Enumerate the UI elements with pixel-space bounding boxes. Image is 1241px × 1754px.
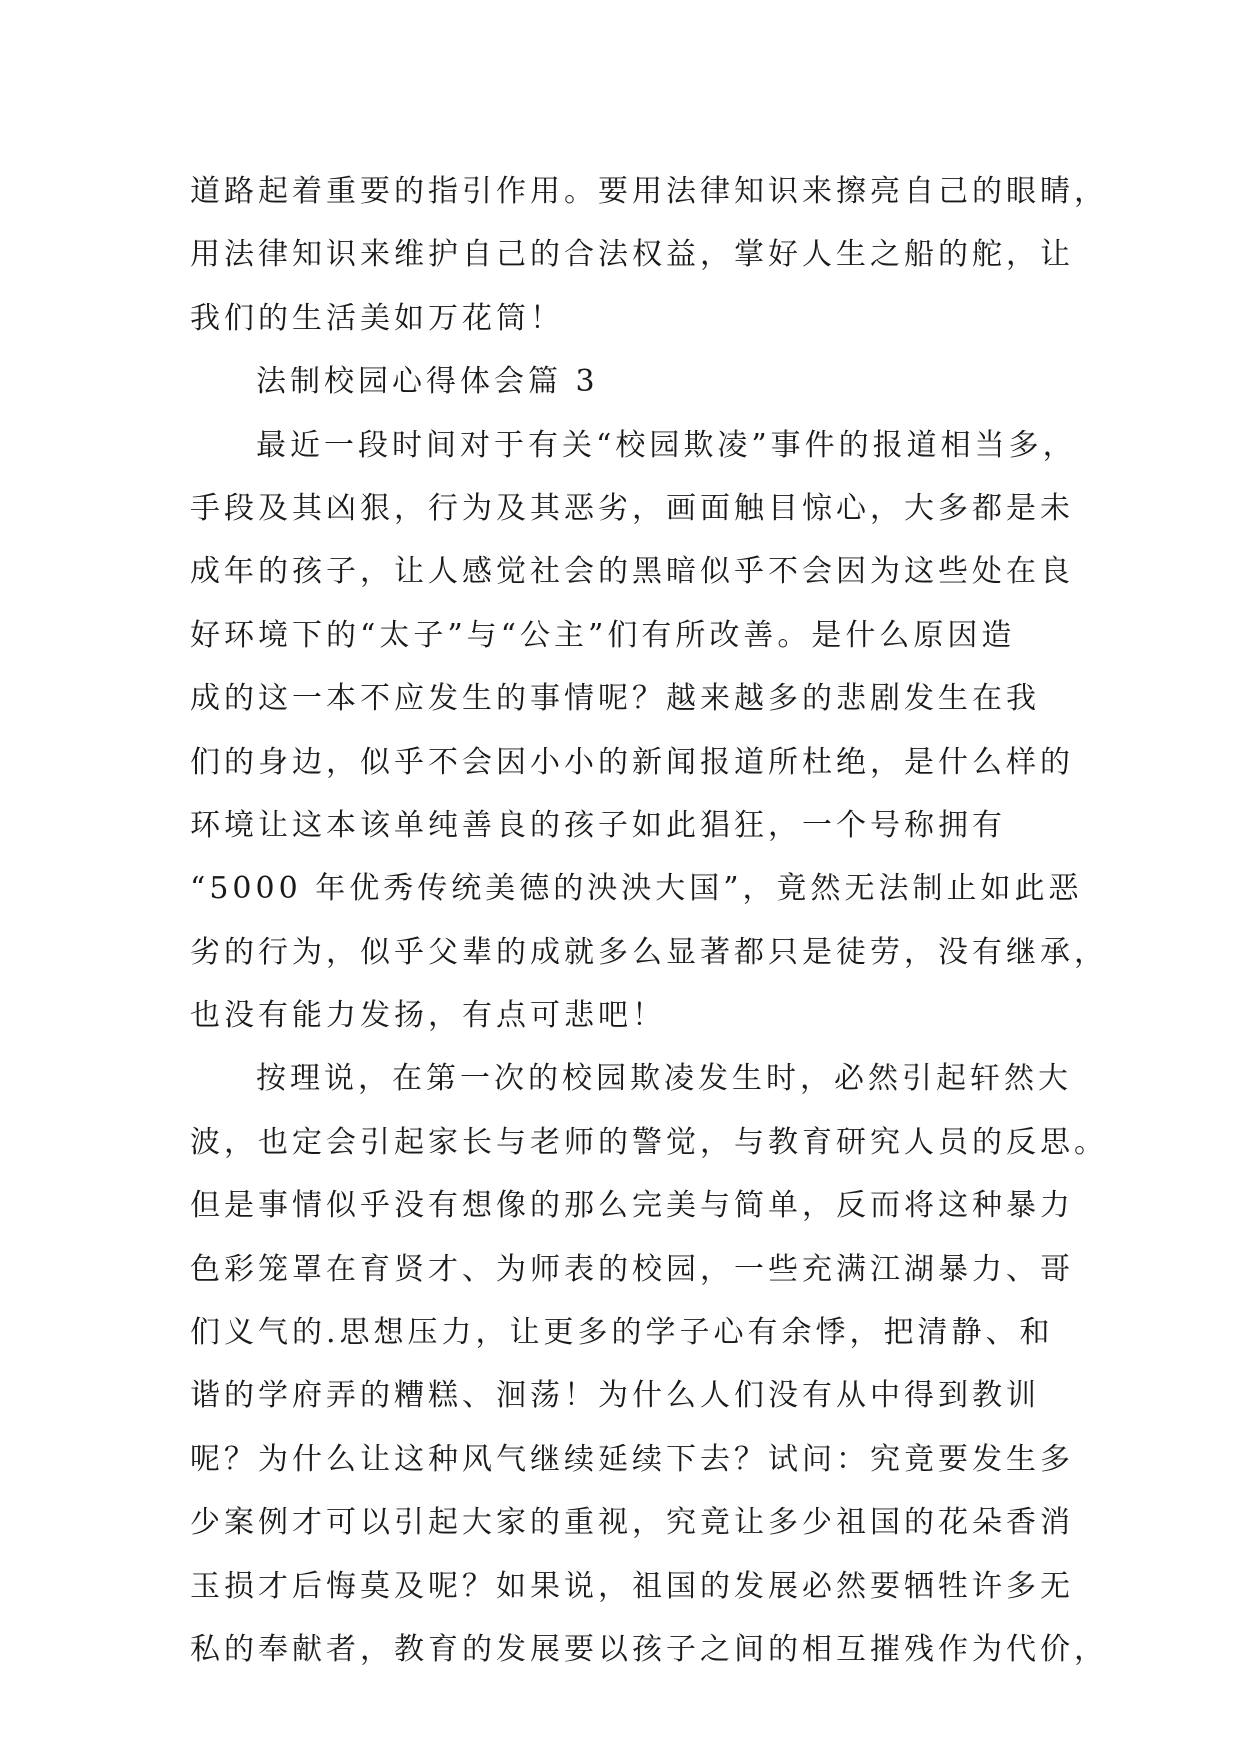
text-line: 用法律知识来维护自己的合法权益，掌好人生之船的舵，让 — [190, 237, 1074, 273]
text-line: 但是事情似乎没有想像的那么完美与简单，反而将这种暴力 — [190, 1188, 1074, 1224]
text-line: 劣的行为，似乎父辈的成就多么显著都只是徒劳，没有继承， — [190, 934, 1108, 970]
text-line: 好环境下的“太子”与“公主”们有所改善。是什么原因造 — [190, 617, 1016, 653]
section-heading: 法制校园心得体会篇 3 — [256, 364, 599, 400]
text-line: 环境让这本该单纯善良的孩子如此猖狂，一个号称拥有 — [190, 807, 1006, 843]
text-line: 们的身边，似乎不会因小小的新闻报道所杜绝，是什么样的 — [190, 744, 1074, 780]
text-line: “5000 年优秀传统美德的泱泱大国”，竟然无法制止如此恶 — [190, 871, 1083, 907]
text-line: 私的奉献者，教育的发展要以孩子之间的相互摧残作为代价， — [190, 1631, 1108, 1667]
text-line: 手段及其凶狠，行为及其恶劣，画面触目惊心，大多都是未 — [190, 490, 1074, 526]
text-line: 我们的生活美如万花筒！ — [190, 300, 564, 336]
text-line: 色彩笼罩在育贤才、为师表的校园，一些充满江湖暴力、哥 — [190, 1251, 1074, 1287]
text-line: 成的这一本不应发生的事情呢？越来越多的悲剧发生在我 — [190, 681, 1040, 717]
text-line: 也没有能力发扬，有点可悲吧！ — [190, 998, 666, 1034]
text-line: 少案例才可以引起大家的重视，究竟让多少祖国的花朵香消 — [190, 1505, 1074, 1541]
text-line: 最近一段时间对于有关“校园欺凌”事件的报道相当多， — [256, 427, 1077, 463]
text-line: 道路起着重要的指引作用。要用法律知识来擦亮自己的眼睛， — [190, 174, 1108, 209]
body-text — [190, 160, 1108, 1681]
text-line: 波，也定会引起家长与老师的警觉，与教育研究人员的反思。 — [190, 1124, 1108, 1160]
text-line: 呢？为什么让这种风气继续延续下去？试问：究竟要发生多 — [190, 1441, 1074, 1477]
text-line: 成年的孩子，让人感觉社会的黑暗似乎不会因为这些处在良 — [190, 554, 1074, 590]
text-line: 谐的学府弄的糟糕、洄荡！为什么人们没有从中得到教训 — [190, 1378, 1040, 1414]
text-line: 按理说，在第一次的校园欺凌发生时，必然引起轩然大 — [256, 1061, 1072, 1097]
text-line: 玉损才后悔莫及呢？如果说，祖国的发展必然要牺牲许多无 — [190, 1568, 1074, 1604]
text-line: 们义气的.思想压力，让更多的学子心有余悸，把清静、和 — [190, 1315, 1054, 1351]
